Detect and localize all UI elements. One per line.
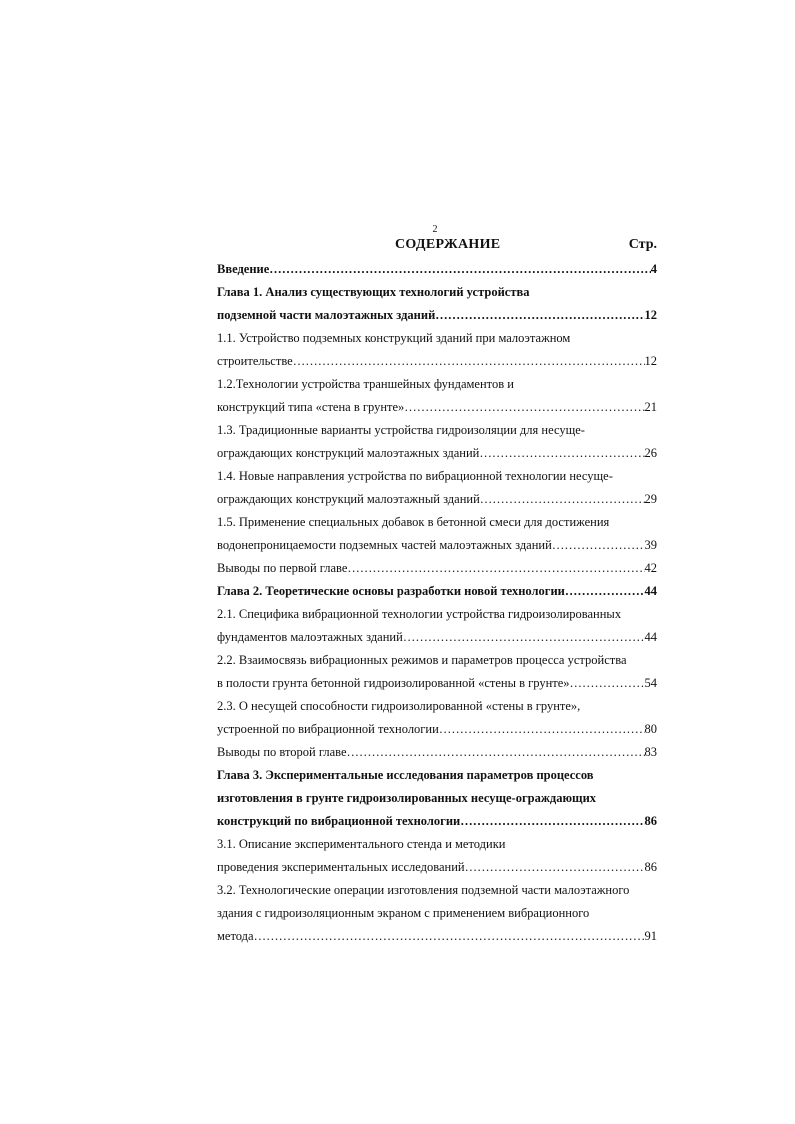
dot-leader (552, 534, 645, 557)
toc-entry-text: водонепроницаемости подземных частей малоэтажных зданий (217, 538, 552, 552)
toc-line (217, 810, 657, 833)
dot-leader (565, 580, 645, 603)
toc-line (217, 603, 657, 626)
dot-leader (460, 810, 644, 833)
toc-line (217, 925, 657, 948)
toc-page-number: 44 (644, 630, 657, 644)
toc-line (217, 327, 657, 350)
toc-header (217, 237, 657, 257)
toc-line (217, 695, 657, 718)
toc-line (217, 879, 657, 902)
toc-entry-text: в полости грунта бетонной гидроизолированной «стены в грунте» (217, 676, 570, 690)
toc-entry-text: Введение (217, 262, 270, 276)
toc-line (217, 672, 657, 695)
toc-entry-text: 3.1. Описание экспериментального стенда и методики (217, 837, 506, 851)
toc-line (217, 718, 657, 741)
toc-entry-text: устроенной по вибрационной технологии (217, 722, 439, 736)
page-column-label: Стр. (628, 237, 657, 252)
toc-entry-text: подземной части малоэтажных зданий (217, 308, 436, 322)
toc-entry-text: 1.3. Традиционные варианты устройства гидроизоляции для несуще- (217, 423, 585, 437)
toc-page-number: 12 (644, 354, 657, 368)
toc-page-number: 42 (644, 561, 657, 575)
toc-line (217, 419, 657, 442)
toc-line (217, 557, 657, 580)
toc-line (217, 258, 657, 281)
toc-entry-text: здания с гидроизоляционным экраном с применением вибрационного (217, 906, 590, 920)
toc-page-number: 26 (644, 446, 657, 460)
toc-page-number: 83 (644, 745, 657, 759)
toc-page-number: 54 (644, 676, 657, 690)
toc-line (217, 764, 657, 787)
toc-line (217, 741, 657, 764)
toc-line (217, 856, 657, 879)
dot-leader (435, 304, 644, 327)
toc-entry-text: конструкций типа «стена в грунте» (217, 400, 405, 414)
toc-page-number: 86 (644, 814, 657, 828)
toc-entry-text: конструкций по вибрационной технологии (217, 814, 461, 828)
toc-page-number: 39 (644, 538, 657, 552)
toc-entry-text: ограждающих конструкций малоэтажный зданий (217, 492, 480, 506)
toc-line (217, 902, 657, 925)
toc-line (217, 649, 657, 672)
toc-page-number: 86 (644, 860, 657, 874)
dot-leader (269, 258, 650, 281)
toc-entry-text: 1.1. Устройство подземных конструкций зданий при малоэтажном (217, 331, 571, 345)
toc-line (217, 534, 657, 557)
dot-leader (479, 442, 644, 465)
toc-page-number: 21 (644, 400, 657, 414)
toc-entry-text: строительстве (217, 354, 293, 368)
toc-entry-text: метода (217, 929, 254, 943)
dot-leader (347, 557, 644, 580)
toc-line (217, 350, 657, 373)
toc-entry-text: проведения экспериментальных исследований (217, 860, 465, 874)
toc-line (217, 304, 657, 327)
toc-entry-text: ограждающих конструкций малоэтажных зданий (217, 446, 480, 460)
dot-leader (439, 718, 645, 741)
toc-entry-text: Глава 3. Экспериментальные исследования параметров процессов (217, 768, 594, 782)
toc-page-number: 91 (644, 929, 657, 943)
dot-leader (570, 672, 645, 695)
toc-line (217, 787, 657, 810)
dot-leader (465, 856, 645, 879)
toc-page-number: 44 (644, 584, 657, 598)
toc-entry-text: фундаментов малоэтажных зданий (217, 630, 403, 644)
toc-entry-text: 1.2.Технологии устройства траншейных фундаментов и (217, 377, 514, 391)
toc-entry-text: Выводы по второй главе (217, 745, 347, 759)
toc-entry-text: 1.5. Применение специальных добавок в бетонной смеси для достижения (217, 515, 610, 529)
dot-leader (480, 488, 645, 511)
toc-entry-text: 2.2. Взаимосвязь вибрационных режимов и параметров процесса устройства (217, 653, 627, 667)
toc-line (217, 396, 657, 419)
dot-leader (293, 350, 645, 373)
dot-leader (404, 396, 644, 419)
page-number: 2 (432, 224, 438, 235)
toc-page-number: 29 (644, 492, 657, 506)
toc-entry-text: 2.1. Специфика вибрационной технологии устройства гидроизолированных (217, 607, 622, 621)
toc-entry-text: 1.4. Новые направления устройства по вибрационной технологии несуще- (217, 469, 613, 483)
toc-entry-text: изготовления в грунте гидроизолированных несуще-ограждающих (217, 791, 597, 805)
toc-line (217, 833, 657, 856)
toc-line (217, 488, 657, 511)
dot-leader (347, 741, 645, 764)
dot-leader (254, 925, 645, 948)
toc-entry-text: Выводы по первой главе (217, 561, 348, 575)
table-of-contents (217, 258, 657, 948)
toc-line (217, 281, 657, 304)
toc-page-number: 80 (644, 722, 657, 736)
toc-line (217, 511, 657, 534)
toc-page-number: 4 (650, 262, 657, 276)
toc-line (217, 626, 657, 649)
toc-entry-text: Глава 1. Анализ существующих технологий устройства (217, 285, 530, 299)
toc-entry-text: 3.2. Технологические операции изготовления подземной части малоэтажного (217, 883, 630, 897)
toc-entry-text: Глава 2. Теоретические основы разработки новой технологии (217, 584, 565, 598)
page-title: СОДЕРЖАНИЕ (395, 237, 501, 252)
toc-line (217, 465, 657, 488)
toc-line (217, 373, 657, 396)
toc-line (217, 580, 657, 603)
dot-leader (403, 626, 645, 649)
toc-line (217, 442, 657, 465)
toc-page-number: 12 (644, 308, 657, 322)
toc-entry-text: 2.3. О несущей способности гидроизолированной «стены в грунте», (217, 699, 581, 713)
